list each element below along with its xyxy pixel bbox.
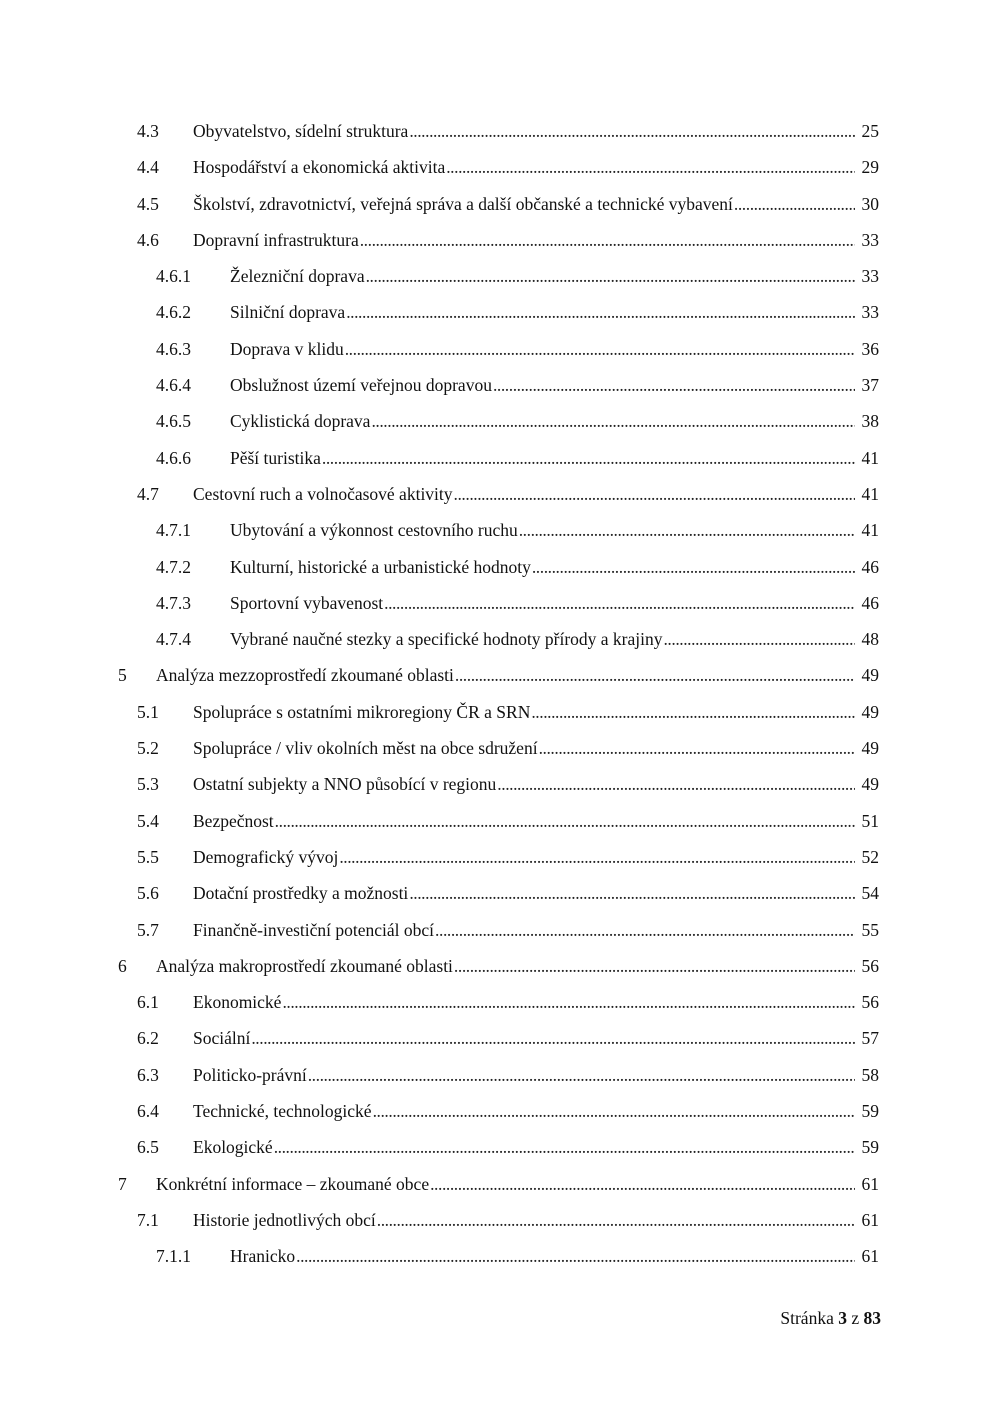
toc-entry-page: 33 [861,266,879,287]
dot-leader [360,230,855,251]
dot-leader [339,847,855,868]
toc-entry-title: Cestovní ruch a volnočasové aktivity [193,483,453,504]
toc-entry-page: 49 [861,665,879,686]
toc-entry[interactable] [0,114,1000,150]
toc-entry-title: Obslužnost území veřejnou dopravou [230,375,492,396]
dot-leader [430,1174,855,1195]
toc-entry[interactable] [0,150,1000,186]
toc-entry[interactable] [0,586,1000,622]
toc-entry-title-line [193,1028,879,1049]
dot-leader [274,1137,855,1158]
toc-entry[interactable] [0,477,1000,513]
toc-entry-number: 4.6.1 [156,266,191,287]
toc-entry-title: Spolupráce / vliv okolních měst na obce sdružení [193,738,538,759]
toc-entry-number: 4.7.2 [156,556,191,577]
toc-entry-page: 61 [861,1173,879,1194]
toc-entry[interactable] [0,187,1000,223]
toc-entry-page: 46 [861,556,879,577]
toc-entry[interactable] [0,1058,1000,1094]
toc-entry-title-line [193,992,879,1013]
dot-leader [663,629,855,650]
toc-entry-page: 48 [861,629,879,650]
dot-leader [322,448,855,469]
toc-entry-page: 56 [861,992,879,1013]
toc-entry-title: Analýza makroprostředí zkoumané oblasti [156,955,453,976]
toc-entry-title-line [230,1246,879,1267]
toc-entry-title-line [193,1065,879,1086]
toc-entry-number: 6.5 [137,1137,159,1158]
toc-entry-number: 6.2 [137,1028,159,1049]
footer-current-page: 3 [838,1308,847,1328]
dot-leader [346,302,855,323]
toc-entry-title: Ostatní subjekty a NNO působící v regionu [193,774,497,795]
toc-entry-title-line [230,629,879,650]
toc-entry-number: 6.3 [137,1064,159,1085]
dot-leader [251,1028,855,1049]
toc-entry[interactable] [0,1239,1000,1275]
dot-leader [296,1246,855,1267]
toc-entry-page: 37 [861,375,879,396]
toc-entry-page: 52 [861,846,879,867]
toc-entry-title: Spolupráce s ostatními mikroregiony ČR a SRN [193,701,531,722]
toc-entry[interactable] [0,804,1000,840]
toc-entry-page: 49 [861,738,879,759]
toc-entry-number: 7.1.1 [156,1246,191,1267]
dot-leader [455,665,855,686]
toc-entry[interactable] [0,876,1000,912]
toc-entry[interactable] [0,695,1000,731]
toc-entry-title: Technické, technologické [193,1101,372,1122]
toc-entry[interactable] [0,295,1000,331]
toc-entry-page: 33 [861,302,879,323]
toc-entry-title-line [230,520,879,541]
toc-entry[interactable] [0,913,1000,949]
toc-entry-number: 7 [118,1173,127,1194]
toc-entry-title: Demografický vývoj [193,846,339,867]
toc-entry-number: 5 [118,665,127,686]
toc-entry-number: 5.4 [137,810,159,831]
toc-entry-title: Cyklistická doprava [230,411,371,432]
dot-leader [493,375,855,396]
toc-entry-title: Hranicko [230,1246,296,1267]
toc-entry-title-line [156,665,879,686]
footer-total-pages: 83 [863,1308,881,1328]
toc-entry[interactable] [0,332,1000,368]
toc-entry[interactable] [0,513,1000,549]
toc-entry-title-line [193,847,879,868]
dot-leader [308,1065,855,1086]
toc-entry-title-line [230,557,879,578]
toc-entry-title: Vybrané naučné stezky a specifické hodnoty přírody a krajiny [230,629,663,650]
toc-entry-title: Konkrétní informace – zkoumané obce [156,1173,430,1194]
toc-entry[interactable] [0,368,1000,404]
toc-entry-title: Silniční doprava [230,302,346,323]
toc-entry[interactable] [0,1094,1000,1130]
dot-leader [384,593,855,614]
toc-entry[interactable] [0,1167,1000,1203]
toc-entry-number: 4.4 [137,157,159,178]
toc-entry-title-line [230,448,879,469]
toc-entry-title-line [230,375,879,396]
dot-leader [409,883,855,904]
toc-entry-number: 4.6.3 [156,338,191,359]
toc-entry-page: 51 [861,810,879,831]
toc-entry-title-line [193,230,879,251]
dot-leader [371,411,855,432]
toc-entry-title: Dopravní infrastruktura [193,229,359,250]
toc-entry-number: 6.1 [137,992,159,1013]
dot-leader [454,956,855,977]
toc-entry[interactable] [0,259,1000,295]
toc-entry-title: Doprava v klidu [230,338,344,359]
toc-entry-page: 46 [861,592,879,613]
toc-entry-title-line [193,920,879,941]
toc-entry[interactable] [0,404,1000,440]
dot-leader [734,194,855,215]
toc-entry-title-line [230,411,879,432]
toc-entry[interactable] [0,985,1000,1021]
toc-entry-title: Dotační prostředky a možnosti [193,883,409,904]
toc-entry-title: Ekonomické [193,992,282,1013]
toc-entry-number: 4.7.4 [156,629,191,650]
dot-leader [435,920,855,941]
footer-prefix: Stránka [780,1308,834,1328]
toc-entry-page: 38 [861,411,879,432]
toc-entry-number: 4.7.3 [156,592,191,613]
toc-entry-number: 4.5 [137,193,159,214]
toc-entry-page: 41 [861,520,879,541]
toc-entry-title-line [193,1210,879,1231]
toc-entry-page: 55 [861,919,879,940]
toc-entry-title-line [193,484,879,505]
toc-entry[interactable] [0,767,1000,803]
dot-leader [345,339,855,360]
toc-entry[interactable] [0,658,1000,694]
dot-leader [373,1101,855,1122]
toc-entry-title-line [193,1101,879,1122]
toc-entry[interactable] [0,949,1000,985]
toc-entry-title: Finančně-investiční potenciál obcí [193,919,435,940]
toc-entry[interactable] [0,731,1000,767]
toc-entry-title-line [193,738,879,759]
toc-entry-page: 57 [861,1028,879,1049]
toc-entry-page: 58 [861,1064,879,1085]
toc-entry-number: 5.5 [137,846,159,867]
toc-entry-number: 4.6 [137,229,159,250]
page-footer [780,1308,881,1329]
toc-entry-title: Železniční doprava [230,266,365,287]
toc-entry[interactable] [0,223,1000,259]
dot-leader [519,520,855,541]
toc-entry-number: 5.6 [137,883,159,904]
toc-entry-title: Politicko-právní [193,1064,307,1085]
toc-entry-number: 4.6.6 [156,447,191,468]
toc-entry-title: Ubytování a výkonnost cestovního ruchu [230,520,518,541]
toc-entry-title: Sportovní vybavenost [230,592,384,613]
toc-entry-title: Sociální [193,1028,251,1049]
toc-entry-title-line [230,593,879,614]
toc-entry-title: Školství, zdravotnictví, veřejná správa a další občanské a technické vybavení [193,193,733,214]
toc-entry-title-line [230,266,879,287]
footer-separator: z [851,1308,860,1328]
dot-leader [532,557,855,578]
dot-leader [497,774,855,795]
toc-entry[interactable] [0,1203,1000,1239]
toc-entry-page: 33 [861,229,879,250]
dot-leader [539,738,855,759]
toc-entry-title-line [193,194,879,215]
toc-entry[interactable] [0,1130,1000,1166]
toc-entry-title-line [193,702,879,723]
toc-entry-number: 4.7.1 [156,520,191,541]
dot-leader [366,266,855,287]
toc-entry-title: Obyvatelstvo, sídelní struktura [193,121,409,141]
dot-leader [409,121,855,142]
toc-entry-title-line [193,774,879,795]
toc-entry[interactable] [0,1021,1000,1057]
toc-entry-number: 5.1 [137,701,159,722]
toc-entry-number: 5.2 [137,738,159,759]
dot-leader [377,1210,855,1231]
toc-entry-number: 5.3 [137,774,159,795]
toc-entry-page: 30 [861,193,879,214]
toc-entry-number: 6 [118,955,127,976]
toc-entry-page: 25 [861,121,879,141]
toc-entry-page: 49 [861,774,879,795]
toc-entry-page: 41 [861,447,879,468]
toc-entry-title: Historie jednotlivých obcí [193,1209,376,1230]
dot-leader [454,484,855,505]
toc-entry-page: 29 [861,157,879,178]
toc-entry-page: 61 [861,1246,879,1267]
toc-entry-title-line [193,157,879,178]
toc-entry[interactable] [0,441,1000,477]
toc-entry-page: 61 [861,1209,879,1230]
toc-entry-title-line [230,339,879,360]
toc-entry-number: 4.6.4 [156,375,191,396]
toc-entry-title: Analýza mezzoprostředí zkoumané oblasti [156,665,454,686]
toc-entry-title: Pěší turistika [230,447,321,468]
toc-entry-number: 4.3 [137,121,159,141]
toc-entry-title-line [193,121,879,142]
toc-entry-page: 41 [861,483,879,504]
dot-leader [282,992,855,1013]
toc-entry-title-line [156,956,879,977]
toc-entry-page: 54 [861,883,879,904]
toc-entry-number: 4.6.5 [156,411,191,432]
dot-leader [446,157,855,178]
toc-entry-number: 4.7 [137,483,159,504]
toc-entry-page: 59 [861,1101,879,1122]
dot-leader [275,811,855,832]
toc-entry-title: Hospodářství a ekonomická aktivita [193,157,446,178]
toc-entry-title-line [193,811,879,832]
toc-entry[interactable] [0,550,1000,586]
toc-entry-page: 56 [861,955,879,976]
toc-entry-number: 7.1 [137,1209,159,1230]
toc-entry-page: 49 [861,701,879,722]
toc-entry-title-line [156,1174,879,1195]
toc-entry-page: 36 [861,338,879,359]
toc-entry-page: 59 [861,1137,879,1158]
toc-entry-title: Ekologické [193,1137,273,1158]
toc-entry-number: 4.6.2 [156,302,191,323]
toc-entry-title: Bezpečnost [193,810,274,831]
table-of-contents [0,114,1000,1276]
toc-entry-number: 6.4 [137,1101,159,1122]
toc-entry-number: 5.7 [137,919,159,940]
toc-entry-title-line [193,883,879,904]
dot-leader [531,702,855,723]
toc-entry-title: Kulturní, historické a urbanistické hodnoty [230,556,531,577]
toc-entry-title-line [230,302,879,323]
toc-entry[interactable] [0,840,1000,876]
toc-entry[interactable] [0,622,1000,658]
toc-entry-title-line [193,1137,879,1158]
